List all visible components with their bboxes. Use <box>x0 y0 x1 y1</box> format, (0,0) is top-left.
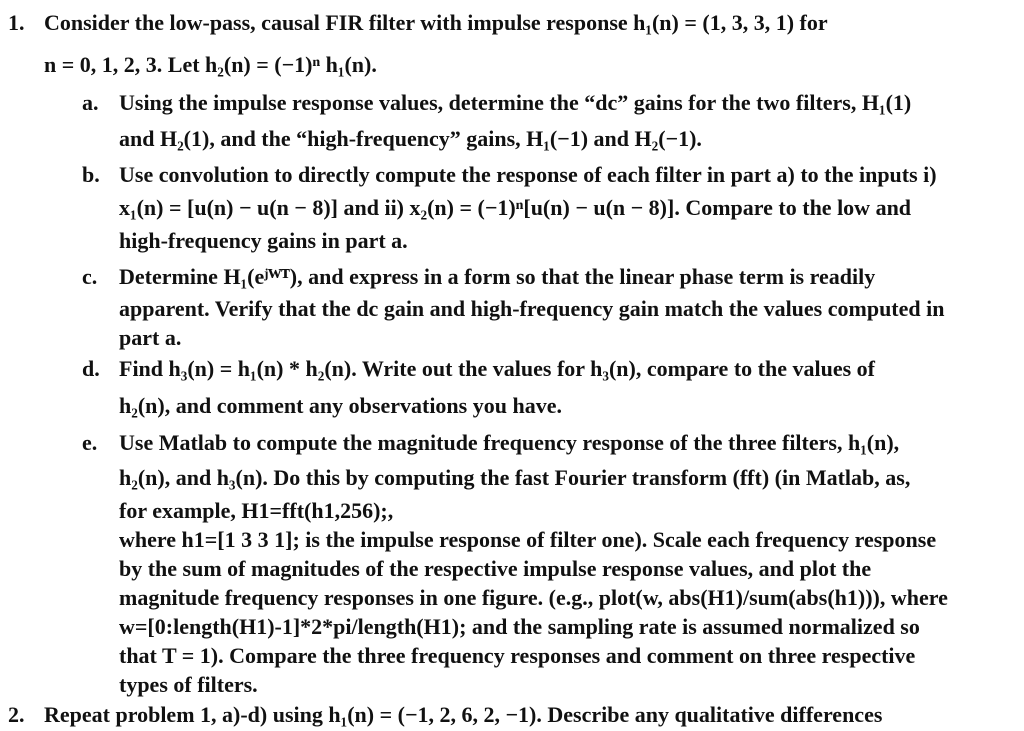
part-c-line-3: part a. <box>119 325 182 350</box>
part-c-line-1: Determine H₁(eʲᵂᵀ), and express in a form so that the linear phase term is readily <box>119 264 876 289</box>
part-e-line-5: by the sum of magnitudes of the respective impulse response values, and plot the <box>119 556 872 581</box>
part-d-line-1: Find h₃(n) = h₁(n) * h₂(n). Write out the values for h₃(n), compare to the values of <box>119 356 875 381</box>
part-e-label: e. <box>82 430 98 455</box>
part-b-line-2: x₁(n) = [u(n) − u(n − 8)] and ii) x₂(n) = (−1)ⁿ[u(n) − u(n − 8)]. Compare to the low and <box>119 195 912 220</box>
part-e-line-3: for example, H1=fft(h1,256);, <box>119 498 394 523</box>
part-e-line-1: Use Matlab to compute the magnitude frequency response of the three filters, h₁(n), <box>119 430 900 455</box>
part-c-label: c. <box>82 264 98 289</box>
part-d-label: d. <box>82 356 100 381</box>
part-b-line-1: Use convolution to directly compute the response of each filter in part a) to the inputs i) <box>119 162 937 187</box>
part-a-label: a. <box>82 90 99 115</box>
part-d-line-2: h₂(n), and comment any observations you have. <box>119 393 562 418</box>
part-e-line-6: magnitude frequency responses in one figure. (e.g., plot(w, abs(H1)/sum(abs(h1))), where <box>119 585 948 610</box>
part-a-line-1: Using the impulse response values, determine the “dc” gains for the two filters, H₁(1) <box>119 90 912 115</box>
problem-1-intro-line-1: Consider the low-pass, causal FIR filter with impulse response h₁(n) = (1, 3, 3, 1) for <box>44 10 828 35</box>
part-b-line-3: high-frequency gains in part a. <box>119 228 408 253</box>
problem-2-intro-line-1: Repeat problem 1, a)-d) using h₁(n) = (−1, 2, 6, 2, −1). Describe any qualitative differences <box>44 702 883 727</box>
problem-1-number: 1. <box>8 10 25 35</box>
part-c-line-2: apparent. Verify that the dc gain and high-frequency gain match the values computed in <box>119 296 945 321</box>
part-e-line-9: types of filters. <box>119 672 258 697</box>
part-e-line-8: that T = 1). Compare the three frequency responses and comment on three respective <box>119 643 916 668</box>
part-e-line-4: where h1=[1 3 3 1]; is the impulse response of filter one). Scale each frequency response <box>119 527 937 552</box>
part-b-label: b. <box>82 162 100 187</box>
part-e-line-7: w=[0:length(H1)-1]*2*pi/length(H1); and the sampling rate is assumed normalized so <box>119 614 920 639</box>
problem-1-intro-line-2: n = 0, 1, 2, 3. Let h₂(n) = (−1)ⁿ h₁(n). <box>44 52 377 77</box>
part-a-line-2: and H₂(1), and the “high-frequency” gains, H₁(−1) and H₂(−1). <box>119 126 702 151</box>
problem-2-number: 2. <box>8 702 25 727</box>
part-e-line-2: h₂(n), and h₃(n). Do this by computing the fast Fourier transform (fft) (in Matlab, as, <box>119 465 911 490</box>
